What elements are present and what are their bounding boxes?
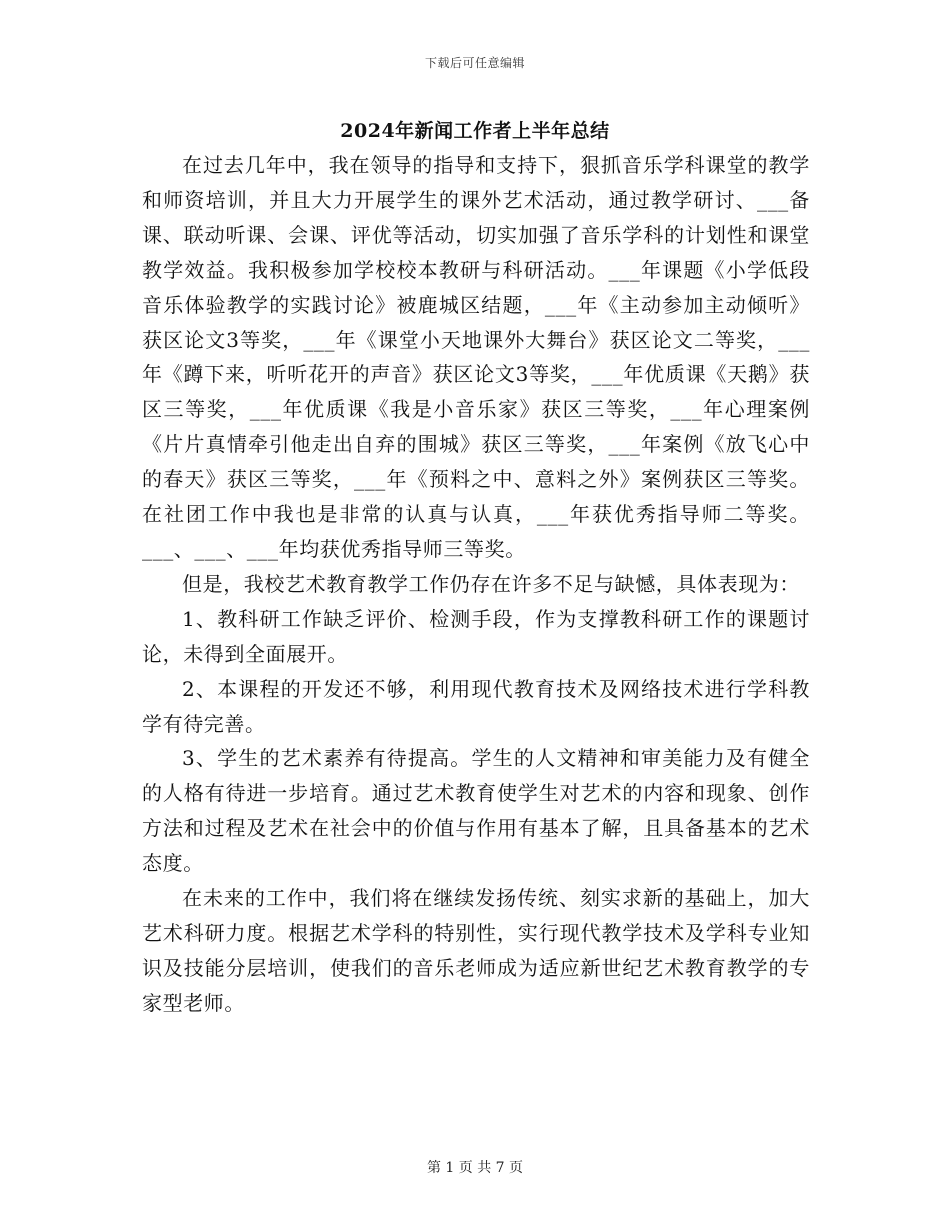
download-note: 下载后可任意编辑 xyxy=(424,56,525,70)
document-body xyxy=(142,148,810,1021)
paragraph-future-plan: 在未来的工作中，我们将在继续发扬传统、刻实求新的基础上，加大艺术科研力度。根据艺术学科的特别性，实行现代教学技术及学科专业知识及技能分层培训，使我们的音乐老师成为适应新世纪艺术教育教学的专家型老师。 xyxy=(142,886,810,1015)
paragraph-shortcoming-2: 2、本课程的开发还不够，利用现代教育技术及网络技术进行学科教学有待完善。 xyxy=(142,676,810,736)
document-title: 2024年新闻工作者上半年总结 xyxy=(340,120,610,142)
paragraph-shortcomings-lead: 但是，我校艺术教育教学工作仍存在许多不足与缺憾，具体表现为： xyxy=(182,571,800,596)
paragraph-shortcoming-1: 1、教科研工作缺乏评价、检测手段，作为支撑教科研工作的课题讨论，未得到全面展开。 xyxy=(142,606,810,666)
paragraph-intro: 在过去几年中，我在领导的指导和支持下，狠抓音乐学科课堂的教学和师资培训，并且大力开展学生的课外艺术活动，通过教学研讨、___备课、联动听课、会课、评优等活动，切实加强了音乐学科的计划性和课堂教学效益。我积极参加学校校本教研与科研活动。___年课题《小学低段音乐体验教学的实践讨论》被鹿城区结题，___年《主动参加主动倾听》获区论文3等奖，___年《课堂小天地课外大舞台》获区论文二等奖，___年《蹲下来，听听花开的声音》获区论文3等奖，___年优质课《天鹅》获区三等奖，___年优质课《我是小音乐家》获区三等奖，___年心理案例《片片真情牵引他走出自弃的围城》获区三等奖，___年案例《放飞心中的春天》获区三等奖，___年《预料之中、意料之外》案例获区三等奖。在社团工作中我也是非常的认真与认真，___年获优秀指导师二等奖。___、___、___年均获优秀指导师三等奖。 xyxy=(142,153,810,561)
page-number: 第 1 页 共 7 页 xyxy=(426,1160,524,1176)
paragraph-shortcoming-3: 3、学生的艺术素养有待提高。学生的人文精神和审美能力及有健全的人格有待进一步培育。通过艺术教育使学生对艺术的内容和现象、创作方法和过程及艺术在社会中的价值与作用有基本了解，且具备基本的艺术态度。 xyxy=(142,746,810,876)
